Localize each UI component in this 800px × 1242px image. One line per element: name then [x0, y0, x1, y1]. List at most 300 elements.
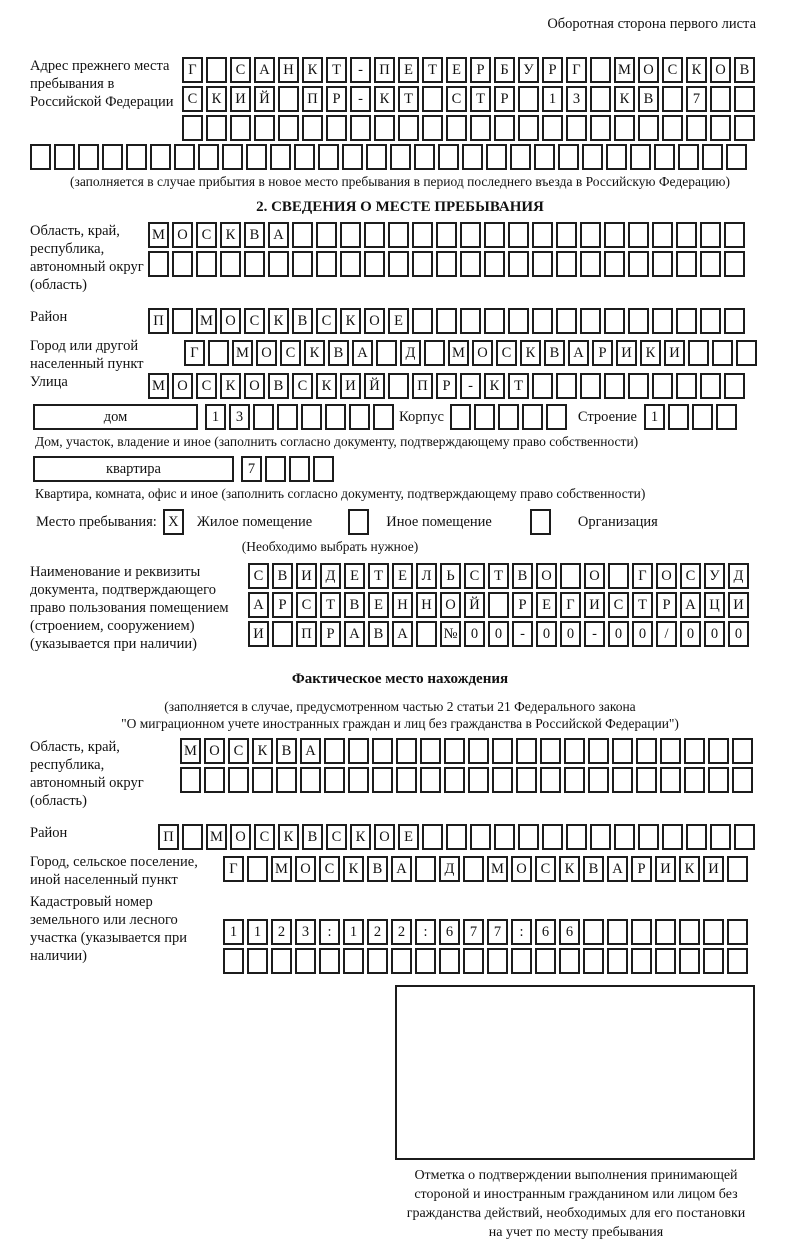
char-box[interactable]: С: [244, 308, 265, 334]
char-box[interactable]: [54, 144, 75, 170]
char-box[interactable]: [700, 251, 721, 277]
char-box[interactable]: О: [374, 824, 395, 850]
char-box[interactable]: [535, 948, 556, 974]
char-box[interactable]: У: [518, 57, 539, 83]
char-box[interactable]: [510, 144, 531, 170]
char-box[interactable]: Т: [398, 86, 419, 112]
char-box[interactable]: Р: [592, 340, 613, 366]
char-box[interactable]: [196, 251, 217, 277]
char-box[interactable]: X: [163, 509, 184, 535]
char-box[interactable]: [607, 948, 628, 974]
char-box[interactable]: 3: [295, 919, 316, 945]
char-box[interactable]: [364, 222, 385, 248]
char-box[interactable]: [660, 767, 681, 793]
char-box[interactable]: [631, 948, 652, 974]
char-box[interactable]: [732, 767, 753, 793]
char-box[interactable]: [522, 404, 543, 430]
char-box[interactable]: [590, 57, 611, 83]
char-box[interactable]: [206, 57, 227, 83]
char-box[interactable]: С: [254, 824, 275, 850]
char-box[interactable]: [424, 340, 445, 366]
char-box[interactable]: [662, 824, 683, 850]
char-box[interactable]: [470, 115, 491, 141]
char-box[interactable]: Г: [632, 563, 653, 589]
char-box[interactable]: Р: [542, 57, 563, 83]
char-box[interactable]: О: [584, 563, 605, 589]
char-box[interactable]: [412, 308, 433, 334]
char-box[interactable]: С: [196, 373, 217, 399]
char-box[interactable]: [348, 509, 369, 535]
char-box[interactable]: [655, 919, 676, 945]
char-box[interactable]: [588, 738, 609, 764]
char-box[interactable]: О: [440, 592, 461, 618]
char-box[interactable]: [492, 767, 513, 793]
char-box[interactable]: [607, 919, 628, 945]
char-box[interactable]: -: [512, 621, 533, 647]
char-box[interactable]: Р: [272, 592, 293, 618]
char-box[interactable]: В: [512, 563, 533, 589]
char-box[interactable]: С: [316, 308, 337, 334]
char-box[interactable]: [518, 824, 539, 850]
char-box[interactable]: [319, 948, 340, 974]
char-box[interactable]: К: [484, 373, 505, 399]
char-box[interactable]: [487, 948, 508, 974]
char-box[interactable]: [684, 738, 705, 764]
char-box[interactable]: [638, 115, 659, 141]
char-box[interactable]: О: [511, 856, 532, 882]
char-box[interactable]: [420, 767, 441, 793]
char-box[interactable]: [271, 948, 292, 974]
char-box[interactable]: [292, 222, 313, 248]
char-box[interactable]: [244, 251, 265, 277]
char-box[interactable]: [388, 251, 409, 277]
char-box[interactable]: :: [511, 919, 532, 945]
char-box[interactable]: 6: [559, 919, 580, 945]
char-box[interactable]: [316, 251, 337, 277]
char-box[interactable]: [182, 115, 203, 141]
char-box[interactable]: К: [640, 340, 661, 366]
char-box[interactable]: А: [391, 856, 412, 882]
char-box[interactable]: Г: [182, 57, 203, 83]
char-box[interactable]: [484, 251, 505, 277]
char-box[interactable]: [374, 115, 395, 141]
char-box[interactable]: [444, 738, 465, 764]
char-box[interactable]: [532, 251, 553, 277]
char-box[interactable]: [700, 308, 721, 334]
char-box[interactable]: [324, 738, 345, 764]
char-box[interactable]: [415, 948, 436, 974]
char-box[interactable]: [422, 824, 443, 850]
char-box[interactable]: [712, 340, 733, 366]
char-box[interactable]: М: [487, 856, 508, 882]
char-box[interactable]: С: [196, 222, 217, 248]
char-box[interactable]: О: [656, 563, 677, 589]
char-box[interactable]: С: [326, 824, 347, 850]
char-box[interactable]: [716, 404, 737, 430]
char-box[interactable]: [174, 144, 195, 170]
char-box[interactable]: 6: [535, 919, 556, 945]
char-box[interactable]: [652, 373, 673, 399]
char-box[interactable]: [396, 738, 417, 764]
char-box[interactable]: [560, 563, 581, 589]
char-box[interactable]: [277, 404, 298, 430]
char-box[interactable]: Т: [470, 86, 491, 112]
char-box[interactable]: [546, 404, 567, 430]
char-box[interactable]: [588, 767, 609, 793]
char-box[interactable]: [518, 86, 539, 112]
char-box[interactable]: [414, 144, 435, 170]
char-box[interactable]: [678, 144, 699, 170]
char-box[interactable]: О: [710, 57, 731, 83]
char-box[interactable]: [246, 144, 267, 170]
char-box[interactable]: Е: [368, 592, 389, 618]
char-box[interactable]: [373, 404, 394, 430]
char-box[interactable]: [606, 144, 627, 170]
char-box[interactable]: А: [568, 340, 589, 366]
char-box[interactable]: [580, 251, 601, 277]
char-box[interactable]: [313, 456, 334, 482]
char-box[interactable]: [736, 340, 757, 366]
char-box[interactable]: В: [344, 592, 365, 618]
char-box[interactable]: Н: [278, 57, 299, 83]
char-box[interactable]: В: [638, 86, 659, 112]
char-box[interactable]: [734, 86, 755, 112]
char-box[interactable]: У: [704, 563, 725, 589]
char-box[interactable]: [349, 404, 370, 430]
char-box[interactable]: Т: [508, 373, 529, 399]
char-box[interactable]: [206, 115, 227, 141]
char-box[interactable]: Р: [326, 86, 347, 112]
char-box[interactable]: А: [392, 621, 413, 647]
char-box[interactable]: 1: [343, 919, 364, 945]
stay-other-checkbox[interactable]: [348, 509, 372, 535]
char-box[interactable]: В: [328, 340, 349, 366]
char-box[interactable]: [703, 948, 724, 974]
char-box[interactable]: К: [252, 738, 273, 764]
char-box[interactable]: [580, 373, 601, 399]
char-box[interactable]: С: [662, 57, 683, 83]
char-box[interactable]: М: [148, 222, 169, 248]
char-box[interactable]: [700, 222, 721, 248]
char-box[interactable]: Ь: [440, 563, 461, 589]
char-box[interactable]: [508, 308, 529, 334]
char-box[interactable]: И: [728, 592, 749, 618]
char-box[interactable]: О: [295, 856, 316, 882]
char-box[interactable]: 1: [247, 919, 268, 945]
char-box[interactable]: [420, 738, 441, 764]
char-box[interactable]: [583, 948, 604, 974]
char-box[interactable]: [608, 563, 629, 589]
char-box[interactable]: К: [374, 86, 395, 112]
char-box[interactable]: П: [158, 824, 179, 850]
char-box[interactable]: №: [440, 621, 461, 647]
char-box[interactable]: А: [344, 621, 365, 647]
char-box[interactable]: [252, 767, 273, 793]
char-box[interactable]: [532, 222, 553, 248]
char-box[interactable]: [412, 222, 433, 248]
char-box[interactable]: П: [412, 373, 433, 399]
char-box[interactable]: К: [350, 824, 371, 850]
char-box[interactable]: [348, 767, 369, 793]
char-box[interactable]: 0: [632, 621, 653, 647]
char-box[interactable]: [676, 373, 697, 399]
char-box[interactable]: О: [472, 340, 493, 366]
char-box[interactable]: 2: [271, 919, 292, 945]
char-box[interactable]: [534, 144, 555, 170]
char-box[interactable]: А: [248, 592, 269, 618]
char-box[interactable]: [396, 767, 417, 793]
char-box[interactable]: [253, 404, 274, 430]
char-box[interactable]: Е: [392, 563, 413, 589]
char-box[interactable]: [612, 767, 633, 793]
char-box[interactable]: [444, 767, 465, 793]
char-box[interactable]: К: [686, 57, 707, 83]
char-box[interactable]: С: [230, 57, 251, 83]
char-box[interactable]: [559, 948, 580, 974]
char-box[interactable]: [343, 948, 364, 974]
char-box[interactable]: С: [248, 563, 269, 589]
char-box[interactable]: О: [220, 308, 241, 334]
char-box[interactable]: 0: [680, 621, 701, 647]
char-box[interactable]: [30, 144, 51, 170]
char-box[interactable]: [676, 308, 697, 334]
char-box[interactable]: :: [319, 919, 340, 945]
char-box[interactable]: [372, 738, 393, 764]
char-box[interactable]: 7: [241, 456, 262, 482]
char-box[interactable]: [230, 115, 251, 141]
char-box[interactable]: [180, 767, 201, 793]
char-box[interactable]: [388, 373, 409, 399]
char-box[interactable]: К: [278, 824, 299, 850]
char-box[interactable]: [372, 767, 393, 793]
char-box[interactable]: К: [268, 308, 289, 334]
char-box[interactable]: И: [703, 856, 724, 882]
char-box[interactable]: [446, 115, 467, 141]
char-box[interactable]: [450, 404, 471, 430]
char-box[interactable]: [628, 373, 649, 399]
char-box[interactable]: С: [296, 592, 317, 618]
char-box[interactable]: [294, 144, 315, 170]
char-box[interactable]: О: [364, 308, 385, 334]
char-box[interactable]: [484, 222, 505, 248]
char-box[interactable]: Е: [398, 57, 419, 83]
char-box[interactable]: К: [304, 340, 325, 366]
char-box[interactable]: В: [544, 340, 565, 366]
char-box[interactable]: [558, 144, 579, 170]
char-box[interactable]: Д: [320, 563, 341, 589]
char-box[interactable]: К: [220, 373, 241, 399]
char-box[interactable]: [463, 948, 484, 974]
char-box[interactable]: Р: [470, 57, 491, 83]
char-box[interactable]: К: [520, 340, 541, 366]
char-box[interactable]: [727, 919, 748, 945]
char-box[interactable]: [208, 340, 229, 366]
char-box[interactable]: С: [496, 340, 517, 366]
char-box[interactable]: 2: [391, 919, 412, 945]
char-box[interactable]: [468, 738, 489, 764]
char-box[interactable]: [316, 222, 337, 248]
char-box[interactable]: [542, 824, 563, 850]
char-box[interactable]: [254, 115, 275, 141]
char-box[interactable]: А: [254, 57, 275, 83]
char-box[interactable]: [583, 919, 604, 945]
char-box[interactable]: [580, 222, 601, 248]
char-box[interactable]: [78, 144, 99, 170]
char-box[interactable]: [604, 251, 625, 277]
char-box[interactable]: [638, 824, 659, 850]
char-box[interactable]: [340, 251, 361, 277]
char-box[interactable]: С: [680, 563, 701, 589]
char-box[interactable]: И: [616, 340, 637, 366]
char-box[interactable]: 7: [463, 919, 484, 945]
char-box[interactable]: [530, 509, 551, 535]
char-box[interactable]: [460, 222, 481, 248]
char-box[interactable]: К: [316, 373, 337, 399]
char-box[interactable]: [636, 767, 657, 793]
char-box[interactable]: И: [230, 86, 251, 112]
char-box[interactable]: 1: [542, 86, 563, 112]
char-box[interactable]: О: [536, 563, 557, 589]
char-box[interactable]: 3: [229, 404, 250, 430]
char-box[interactable]: Г: [566, 57, 587, 83]
char-box[interactable]: [390, 144, 411, 170]
char-box[interactable]: /: [656, 621, 677, 647]
char-box[interactable]: К: [679, 856, 700, 882]
char-box[interactable]: И: [664, 340, 685, 366]
char-box[interactable]: [702, 144, 723, 170]
char-box[interactable]: Р: [512, 592, 533, 618]
char-box[interactable]: [532, 373, 553, 399]
char-box[interactable]: [612, 738, 633, 764]
char-box[interactable]: [301, 404, 322, 430]
char-box[interactable]: С: [182, 86, 203, 112]
char-box[interactable]: [566, 115, 587, 141]
char-box[interactable]: [348, 738, 369, 764]
char-box[interactable]: [516, 738, 537, 764]
char-box[interactable]: С: [280, 340, 301, 366]
char-box[interactable]: А: [300, 738, 321, 764]
char-box[interactable]: Г: [184, 340, 205, 366]
char-box[interactable]: [439, 948, 460, 974]
char-box[interactable]: [727, 856, 748, 882]
char-box[interactable]: [204, 767, 225, 793]
char-box[interactable]: [422, 86, 443, 112]
char-box[interactable]: 0: [464, 621, 485, 647]
char-box[interactable]: [652, 308, 673, 334]
char-box[interactable]: [247, 856, 268, 882]
char-box[interactable]: Е: [536, 592, 557, 618]
char-box[interactable]: [488, 592, 509, 618]
char-box[interactable]: [278, 86, 299, 112]
char-box[interactable]: О: [638, 57, 659, 83]
char-box[interactable]: [614, 824, 635, 850]
char-box[interactable]: К: [343, 856, 364, 882]
char-box[interactable]: [474, 404, 495, 430]
char-box[interactable]: [511, 948, 532, 974]
char-box[interactable]: И: [296, 563, 317, 589]
char-box[interactable]: [422, 115, 443, 141]
char-box[interactable]: [492, 738, 513, 764]
char-box[interactable]: [460, 251, 481, 277]
char-box[interactable]: А: [352, 340, 373, 366]
char-box[interactable]: [398, 115, 419, 141]
char-box[interactable]: В: [272, 563, 293, 589]
char-box[interactable]: Д: [439, 856, 460, 882]
char-box[interactable]: Б: [494, 57, 515, 83]
char-box[interactable]: [652, 251, 673, 277]
char-box[interactable]: [628, 308, 649, 334]
char-box[interactable]: [486, 144, 507, 170]
char-box[interactable]: В: [368, 621, 389, 647]
char-box[interactable]: [556, 308, 577, 334]
char-box[interactable]: [590, 115, 611, 141]
char-box[interactable]: [660, 738, 681, 764]
char-box[interactable]: С: [292, 373, 313, 399]
char-box[interactable]: [272, 621, 293, 647]
char-box[interactable]: [148, 251, 169, 277]
char-box[interactable]: [684, 767, 705, 793]
char-box[interactable]: М: [206, 824, 227, 850]
stay-org-checkbox[interactable]: [530, 509, 554, 535]
char-box[interactable]: [604, 308, 625, 334]
char-box[interactable]: [172, 251, 193, 277]
char-box[interactable]: Н: [416, 592, 437, 618]
char-box[interactable]: К: [206, 86, 227, 112]
char-box[interactable]: [508, 222, 529, 248]
char-box[interactable]: [692, 404, 713, 430]
char-box[interactable]: [318, 144, 339, 170]
char-box[interactable]: К: [559, 856, 580, 882]
char-box[interactable]: [580, 308, 601, 334]
char-box[interactable]: [494, 824, 515, 850]
char-box[interactable]: [676, 251, 697, 277]
char-box[interactable]: Д: [400, 340, 421, 366]
char-box[interactable]: [416, 621, 437, 647]
char-box[interactable]: [484, 308, 505, 334]
char-box[interactable]: [172, 308, 193, 334]
char-box[interactable]: [391, 948, 412, 974]
char-box[interactable]: [564, 767, 585, 793]
char-box[interactable]: 0: [608, 621, 629, 647]
char-box[interactable]: В: [734, 57, 755, 83]
char-box[interactable]: Т: [326, 57, 347, 83]
char-box[interactable]: -: [584, 621, 605, 647]
char-box[interactable]: Р: [320, 621, 341, 647]
char-box[interactable]: [247, 948, 268, 974]
char-box[interactable]: [295, 948, 316, 974]
char-box[interactable]: [326, 115, 347, 141]
stay-residential-checkbox[interactable]: [163, 509, 187, 535]
char-box[interactable]: С: [446, 86, 467, 112]
char-box[interactable]: [582, 144, 603, 170]
char-box[interactable]: [278, 115, 299, 141]
char-box[interactable]: [150, 144, 171, 170]
char-box[interactable]: М: [271, 856, 292, 882]
char-box[interactable]: В: [583, 856, 604, 882]
char-box[interactable]: [590, 86, 611, 112]
char-box[interactable]: В: [276, 738, 297, 764]
char-box[interactable]: [710, 824, 731, 850]
char-box[interactable]: [566, 824, 587, 850]
char-box[interactable]: [228, 767, 249, 793]
char-box[interactable]: И: [584, 592, 605, 618]
char-box[interactable]: Н: [392, 592, 413, 618]
char-box[interactable]: [289, 456, 310, 482]
char-box[interactable]: [126, 144, 147, 170]
char-box[interactable]: [732, 738, 753, 764]
char-box[interactable]: Р: [656, 592, 677, 618]
char-box[interactable]: [364, 251, 385, 277]
